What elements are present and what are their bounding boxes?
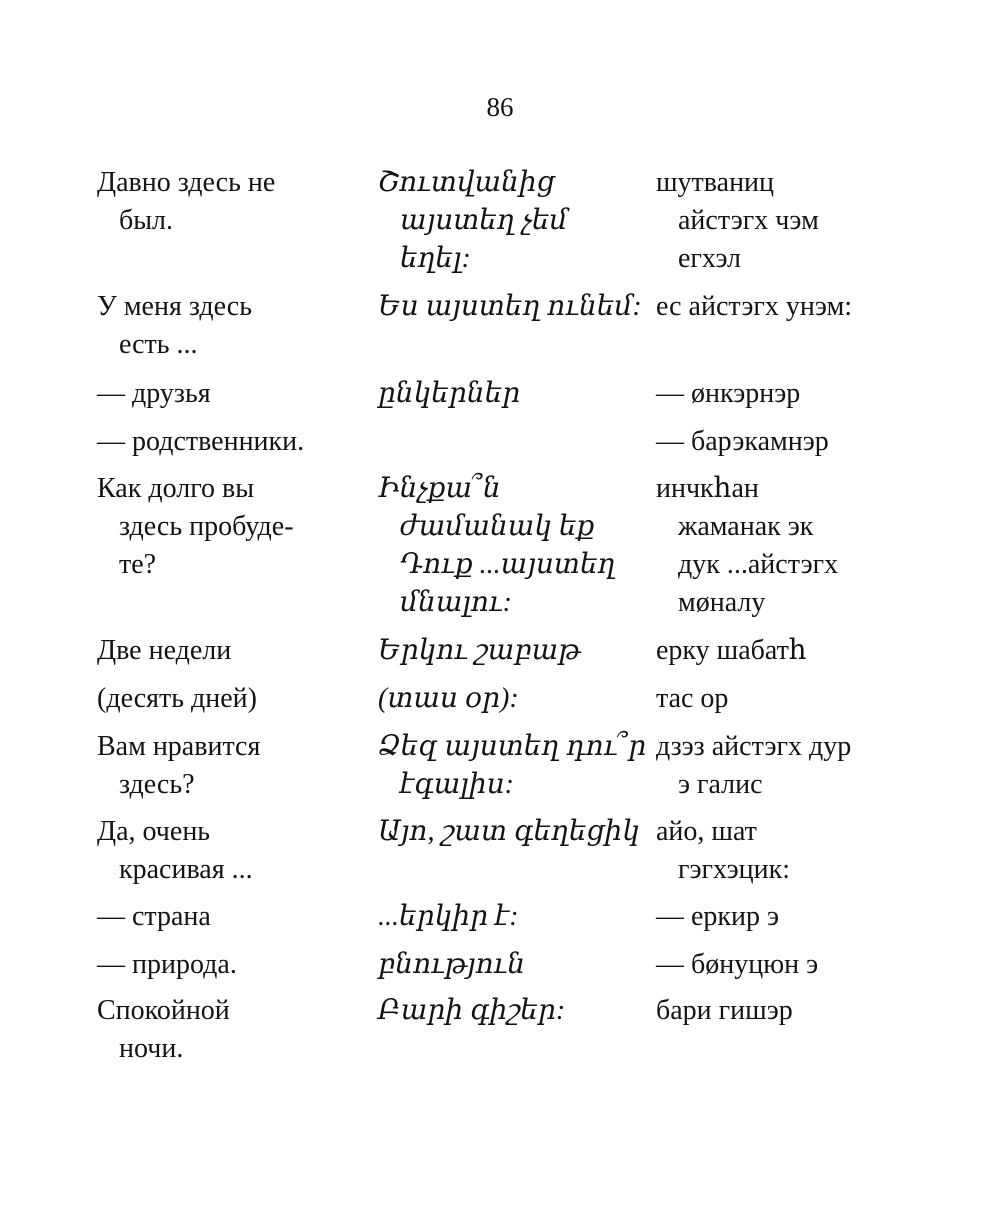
armenian-phrase: Շուտվանից այստեղ չեմ եղել: [378,167,568,274]
armenian-phrase: ընկերներ [378,378,521,409]
russian-phrase: — природа. [97,949,237,980]
transliteration: бари гишэр [656,995,793,1026]
russian-phrase: У меня здесь есть ... [97,291,252,360]
armenian-phrase: (տաս օր): [378,683,519,714]
armenian-phrase: Ես այստեղ ունեմ: [378,291,642,322]
russian-phrase: (десять дней) [97,683,257,714]
russian-phrase: — родственники. [97,426,305,457]
armenian-phrase: Երկու շաբաթ [378,635,581,666]
transliteration: — барэкамнэр [656,426,829,457]
transliteration: шутваниц айстэгх чэм егхэл [656,167,819,274]
armenian-phrase: ...երկիր է: [378,901,519,932]
armenian-phrase: Այո, շատ գեղեցիկ [378,816,640,847]
transliteration: тас ор [656,683,729,714]
transliteration: ерку шабатհ [656,635,807,666]
transliteration: — бøнуцюн э [656,949,819,980]
russian-phrase: — страна [97,901,211,932]
russian-phrase: Две недели [97,635,232,666]
transliteration: — еркир э [656,901,780,932]
russian-phrase: Да, очень красивая ... [97,816,253,885]
transliteration: — øнкэрнэр [656,378,801,409]
transliteration: ес айстэгх унэм: [656,291,853,322]
russian-phrase: Давно здесь не был. [97,167,276,236]
russian-phrase: Вам нравится здесь? [97,731,261,800]
armenian-phrase: Բարի գիշեր: [378,995,566,1026]
russian-phrase: — друзья [97,378,211,409]
armenian-phrase: բնություն [378,949,526,980]
russian-phrase: Спокойной ночи. [97,995,230,1064]
transliteration: айо, шат гэгхэцик: [656,816,790,885]
armenian-phrase: Ձեզ այստեղ դու՞ր էգալիս: [378,731,647,800]
transliteration: дзэз айстэгх дур э галис [656,731,852,800]
russian-phrase: Как долго вы здесь пробуде- те? [97,473,294,580]
armenian-phrase: Ինչքա՞ն ժամանակ եք Դուք ...այստեղ մնալու: [378,473,616,618]
transliteration: инчкհан жаманак эк дук ...айстэгх мøналу [656,473,839,618]
page-number: 86 [486,92,514,122]
